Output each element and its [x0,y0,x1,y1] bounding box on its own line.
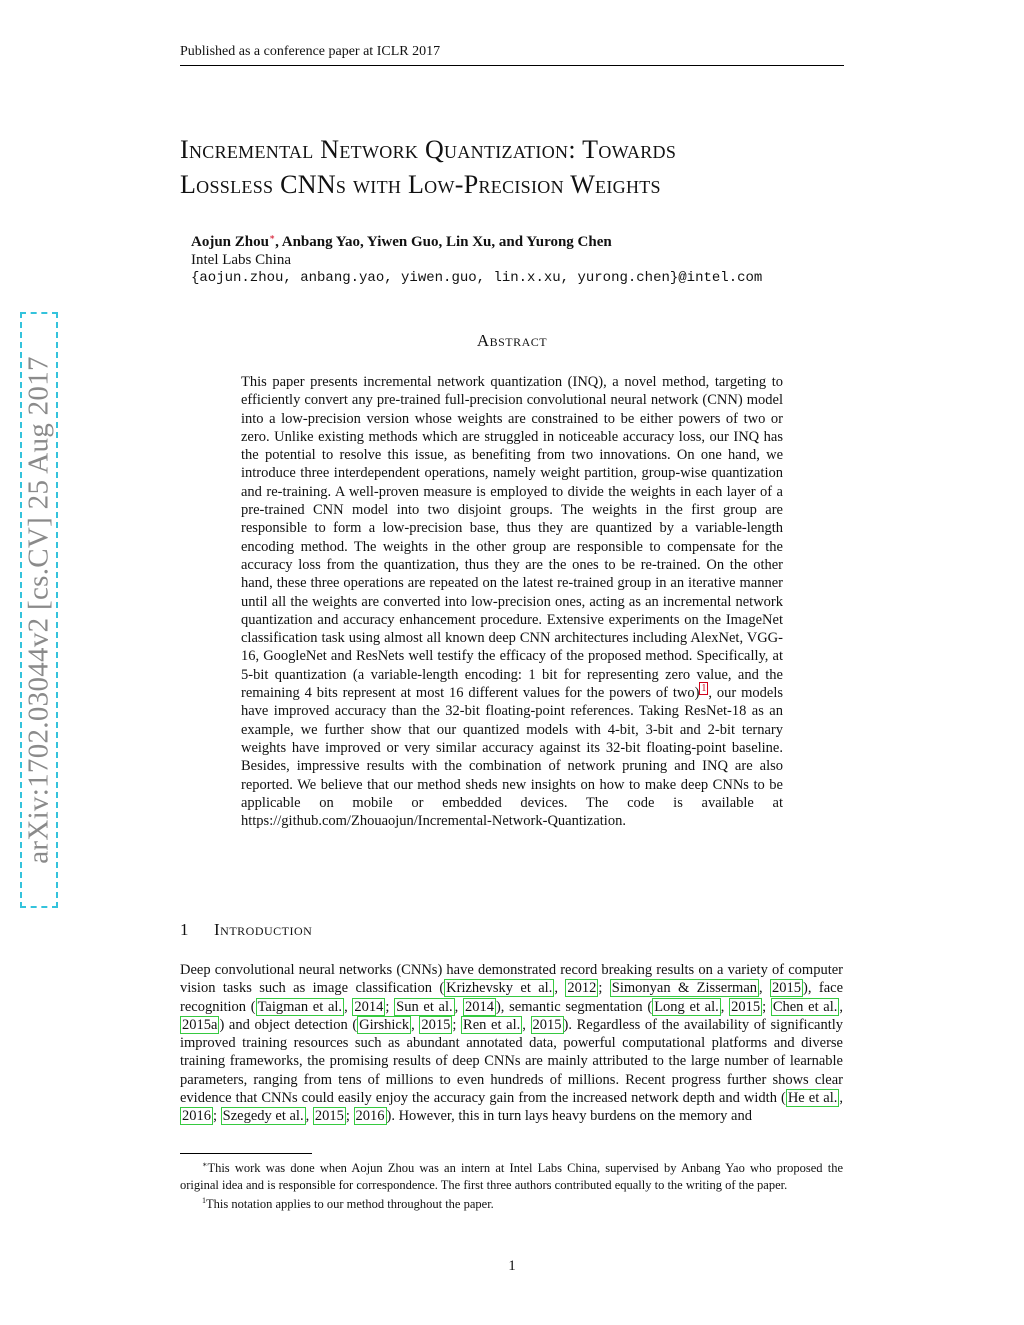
author-footnote-mark[interactable]: ∗ [268,232,276,242]
header-rule [180,65,844,66]
abstract-part-1: This paper presents incremental network quantization (INQ), a novel method, targeting to efficiently convert any pre-trained full-precision convolutional neural network (CNN) model into a low-precision version whose weights are constrained to be either powers of two or zero. Unlike existing methods which are struggled in noticeable accuracy loss, our INQ has the potential to resolve this issue, as benefiting from two innovations. On one hand, we introduce three interdependent operations, namely weight partition, group-wise quantization and re-training. A well-proven measure is employed to divide the weights in each layer of a pre-trained CNN model into two disjoint groups. The weights in the first group are responsible to form a low-precision base, thus they are quantized by a variable-length encoding method. The weights in the other group are responsible to compensate for the accuracy loss from the quantization, thus they are the ones to be re-trained. On the other hand, these three operations are repeated on the latest re-trained group in an iterative manner until all the weights are converted into low-precision ones, acting as an incremental network quantization and accuracy enhancement procedure. Extensive experiments on the ImageNet classification task using almost all known deep CNN architectures including AlexNet, VGG-16, GoogleNet and ResNets well testify the efficacy of the proposed method. Specifically, at 5-bit quantization (a variable-length encoding: 1 bit for representing zero value, and the remaining 4 bits represent at most 16 different values for the powers of two) [241,374,783,702]
intro-text: , [454,998,463,1015]
citation-link[interactable]: 2015 [314,1108,344,1125]
arxiv-stamp-text: arXiv:1702.03044v2 [cs.CV] 25 Aug 2017 [22,356,55,864]
intro-text: Deep convolutional neural networks (CNNs) have demonstrated record breaking results on a variety of computer vision tasks such as image classification ( [180,962,843,997]
intro-text: , [839,998,844,1015]
citation-link[interactable]: 2015 [731,998,761,1015]
section-title: Introduction [214,920,313,939]
introduction-paragraph [180,961,843,1126]
first-author: Aojun Zhou [191,234,269,250]
citation-link[interactable]: 2015 [772,980,802,997]
intro-text: ) and object detection ( [219,1016,358,1033]
intro-text: , [522,1016,531,1033]
citation-link[interactable]: 2014 [464,998,494,1015]
intro-text: ; [345,1108,354,1125]
affiliation: Intel Labs China [191,252,291,268]
intro-text: , [344,998,353,1015]
citation-link[interactable]: 2015 [532,1016,562,1033]
footnote-1-mark: ∗ [202,1160,208,1169]
intro-text: ; [452,1016,462,1033]
footnote-2 [180,1193,843,1213]
intro-text: ). Regardless of the availability of significantly improved training resources such as abundant annotated data, powerful computational platforms and diverse training frameworks, the promising results of deep CNNs are mainly attributed to the large number of learnable parameters, ranging from tens of millions to even hundreds of millions. Recent progress further shows clear evidence that CNNs could easily enjoy the accuracy gain from the increased network depth and width ( [180,1016,844,1107]
citation-link[interactable]: 2012 [567,980,597,997]
footnote-2-mark: 1 [202,1196,206,1206]
intro-text: , [411,1016,420,1033]
footnote-rule [180,1153,312,1154]
intro-text: , [839,1090,844,1107]
other-authors: , Anbang Yao, Yiwen Guo, Lin Xu, and Yurong Chen [275,234,612,250]
citation-link[interactable]: Szegedy et al. [222,1108,304,1125]
title-line-1: Incremental Network Quantization: Towards [180,135,677,164]
citation-link[interactable]: Girshick [359,1016,410,1033]
title-line-2: Lossless CNNs with Low-Precision Weights [180,170,661,199]
citation-link[interactable]: He et al. [787,1090,838,1107]
section-heading-introduction [180,920,312,940]
paper-title [180,132,860,202]
section-number: 1 [180,920,189,939]
running-header: Published as a conference paper at ICLR 2017 [180,44,441,59]
intro-text: ; [213,1108,221,1125]
footnote-2-text: This notation applies to our method throughout the paper. [206,1197,494,1212]
intro-text: ), face recognition ( [180,980,844,1015]
intro-text: , [720,998,730,1015]
footnote-1 [180,1157,843,1193]
citation-link[interactable]: Sun et al. [396,998,453,1015]
intro-text: , [305,1108,313,1125]
author-names [191,228,762,251]
intro-text: ; [385,998,395,1015]
intro-text: , [554,980,566,997]
abstract-heading: Abstract [476,331,548,350]
page-number: 1 [508,1258,516,1274]
author-block [191,228,762,287]
citation-link[interactable]: Chen et al. [772,998,838,1015]
citation-link[interactable]: Simonyan & Zisserman [611,980,758,997]
intro-text: ). However, this in turn lays heavy burdens on the memory and [386,1108,752,1125]
citation-link[interactable]: 2014 [354,998,384,1015]
intro-text: , [759,980,771,997]
author-emails: {aojun.zhou, anbang.yao, yiwen.guo, lin.x.xu, yurong.chen}@intel.com [191,270,763,286]
abstract-part-2: , our models have improved accuracy than the 32-bit floating-point references. Taking ResNet-18 as an example, we further show that our quantized models with 4-bit, 3-bit and 2-bit ternary weights have improved or very similar accuracy against its 32-bit floating-point baseline. Besides, impressive results with the combination of network pruning and INQ are also reported. We believe that our method sheds new insights on how to make deep CNNs to be applicable on mobile or embedded devices. The code is available at https://github.com/Zhouaojun/Incremental-Network-Quantization. [241,685,783,830]
citation-link[interactable]: 2015 [421,1016,451,1033]
abstract-text [241,373,783,830]
citation-link[interactable]: Krizhevsky et al. [446,980,553,997]
citation-link[interactable]: Long et al. [654,998,719,1015]
citation-link[interactable]: Ren et al. [463,1016,521,1033]
citation-link[interactable]: 2016 [182,1108,211,1125]
citation-link[interactable]: Taigman et al. [257,998,343,1015]
intro-text: ), semantic segmentation ( [495,998,653,1015]
arxiv-stamp[interactable] [20,312,58,908]
citation-link[interactable]: 2016 [355,1108,385,1125]
citation-link[interactable]: 2015a [182,1016,218,1033]
footnotes [180,1157,843,1213]
intro-text: ; [598,980,610,997]
footnote-1-text: This work was done when Aojun Zhou was an intern at Intel Labs China, supervised by Anbang Yao who proposed the original idea and is responsible for correspondence. The first three authors contributed equally to the writing of the paper. [180,1161,843,1192]
intro-text: ; [762,998,771,1015]
abstract-footnote-link[interactable]: 1 [701,683,707,695]
